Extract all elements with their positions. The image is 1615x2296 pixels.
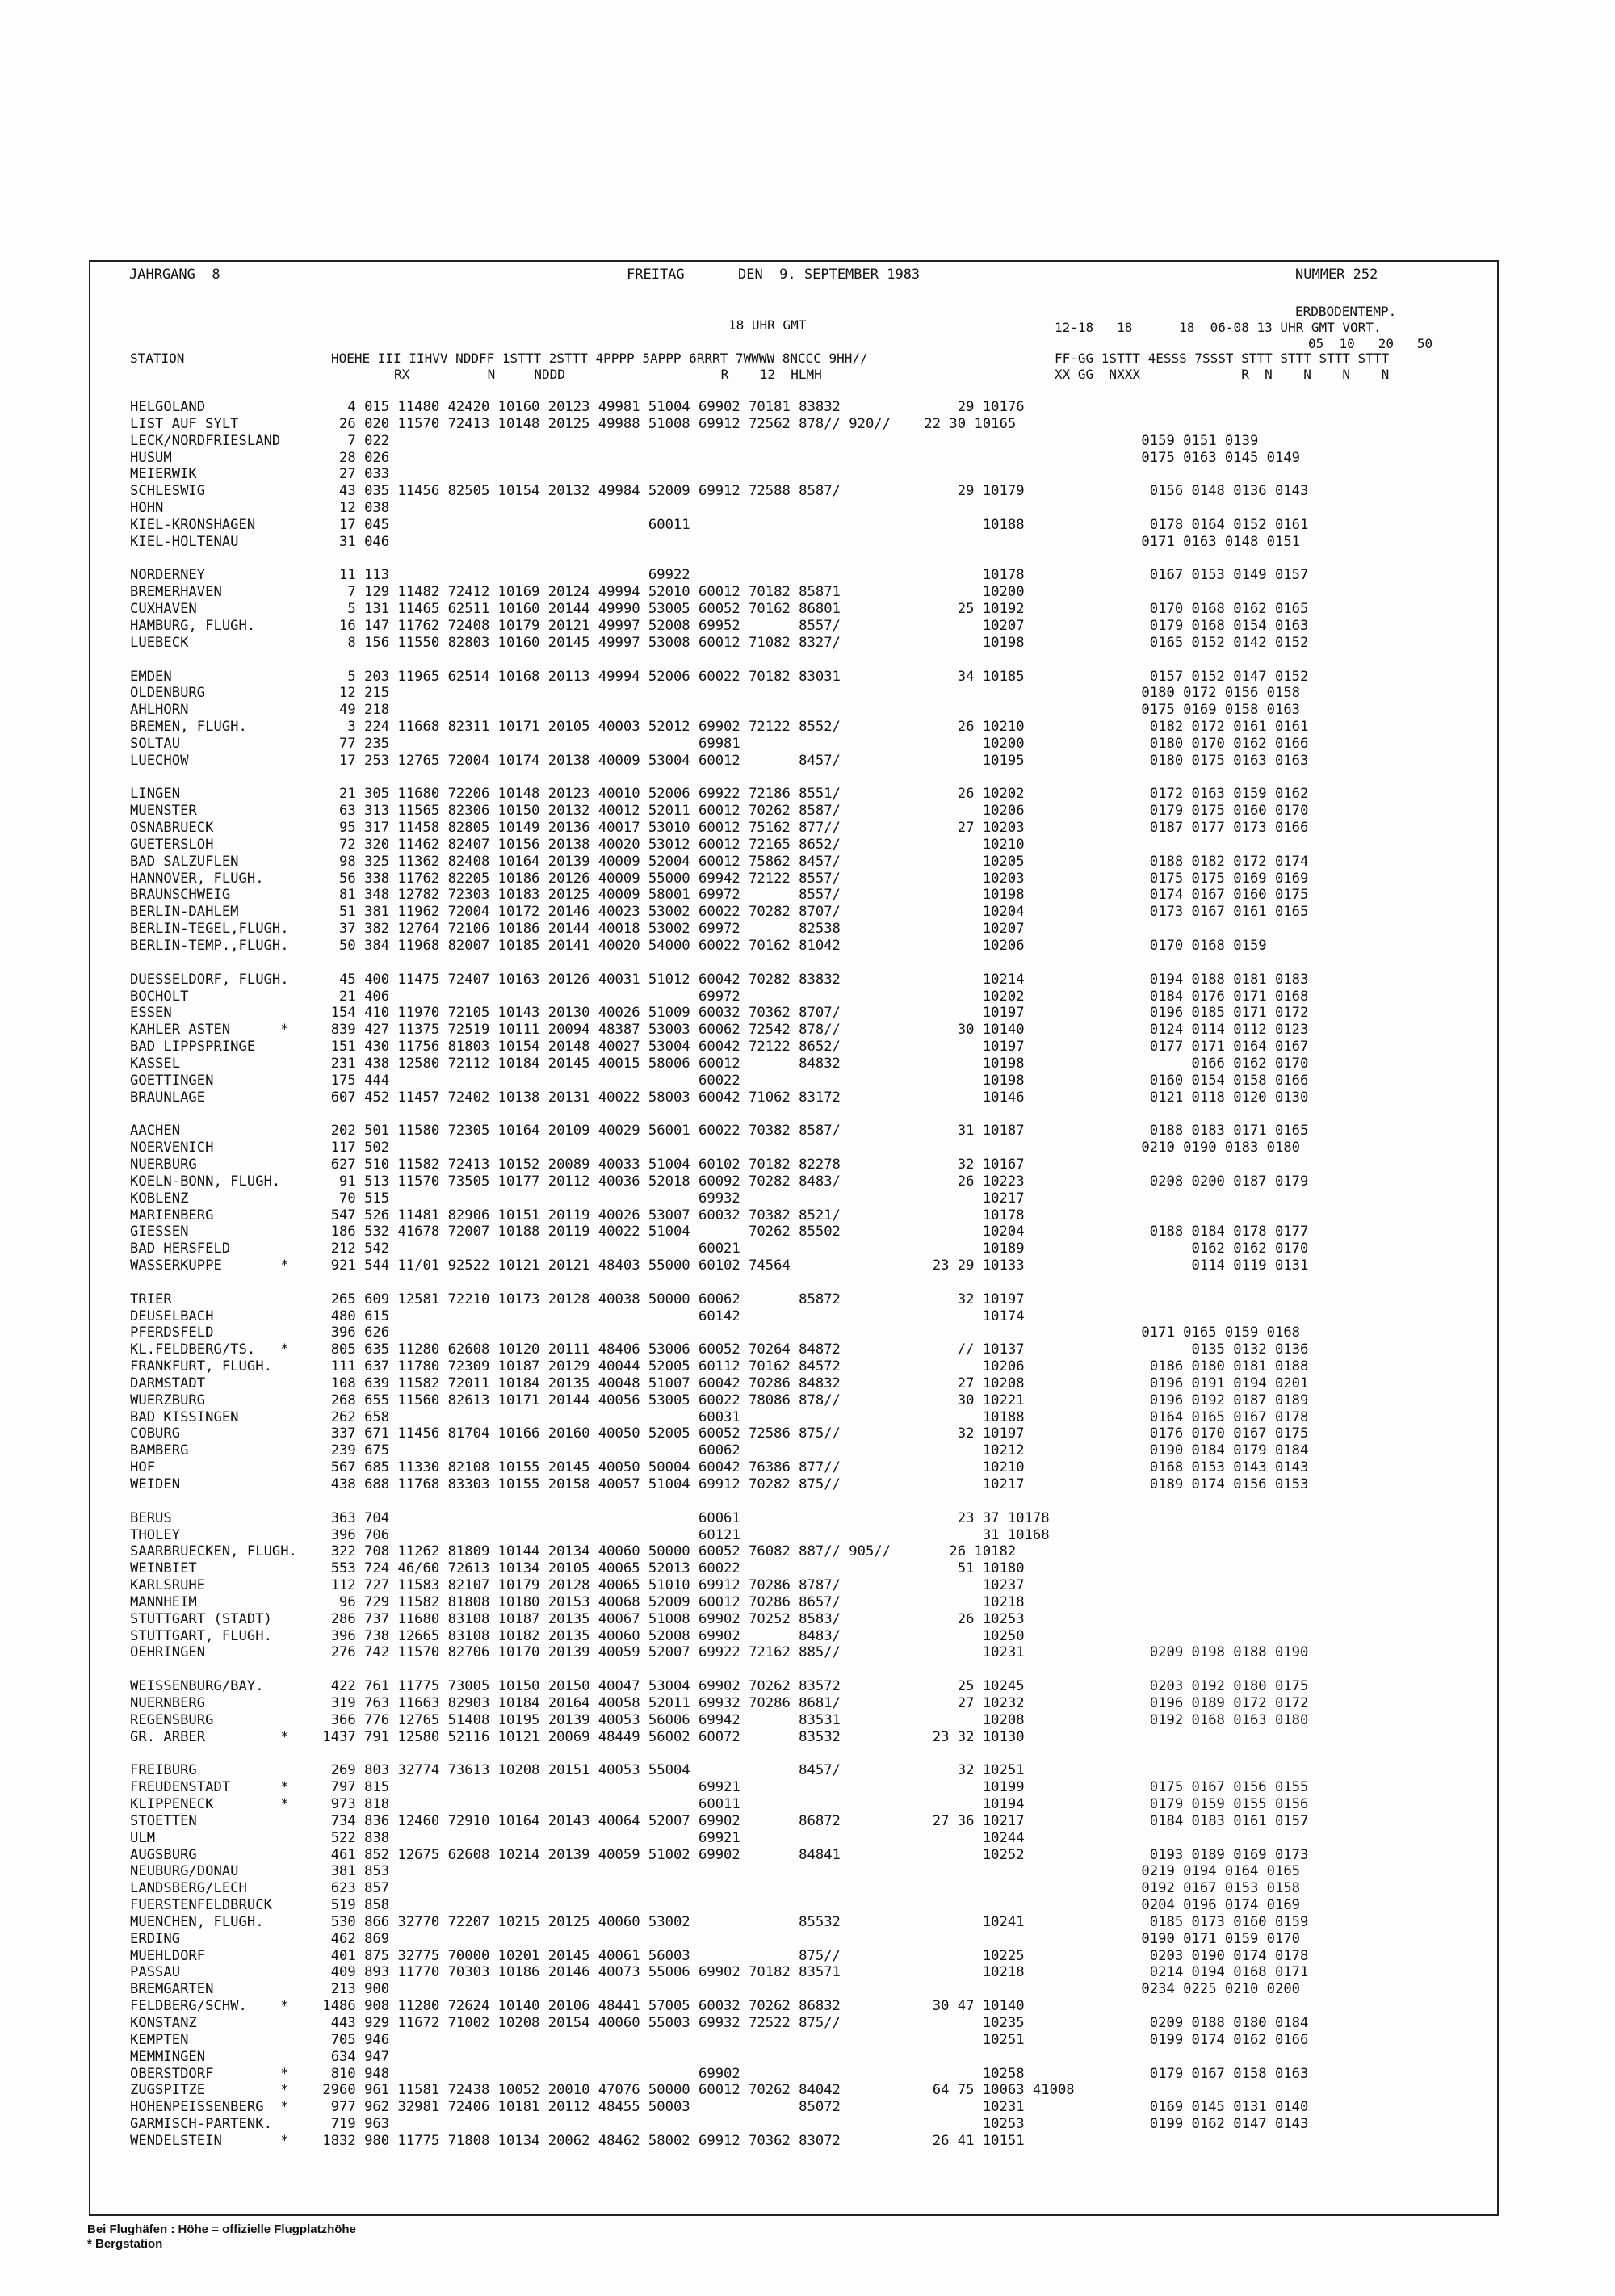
station-name: BAD HERSFELD bbox=[130, 1240, 231, 1257]
station-name: KIEL-KRONSHAGEN bbox=[130, 516, 256, 533]
station-name: FELDBERG/SCHW. * bbox=[130, 1998, 289, 2015]
station-observation-row: 108 639 11582 72011 10184 20135 40048 51007 60042 70286 84832 27 10208 0196 0191 0194 0201 bbox=[314, 1375, 1309, 1391]
station-name: LANDSBERG/LECH bbox=[130, 1880, 247, 1897]
station-observation-row: 363 704 60061 23 37 10178 bbox=[314, 1509, 1050, 1526]
station-observation-row: 262 658 60031 10188 0164 0165 0167 0178 bbox=[314, 1408, 1309, 1425]
station-name: BERLIN-DAHLEM bbox=[130, 904, 239, 921]
station-name: MANNHEIM bbox=[130, 1593, 197, 1610]
station-name: FREIBURG bbox=[130, 1762, 197, 1779]
station-name: ZUGSPITZE * bbox=[130, 2082, 289, 2099]
station-observation-row: 98 325 11362 82408 10164 20139 40009 52004 60012 75862 8457/ 10205 0188 0182 0172 0174 bbox=[314, 853, 1309, 870]
station-name: COBURG bbox=[130, 1425, 181, 1442]
station-observation-row: 921 544 11/01 92522 10121 20121 48403 55000 60102 74564 23 29 10133 0114 0119 0131 bbox=[314, 1257, 1309, 1274]
station-name: BAD SALZUFLEN bbox=[130, 853, 239, 870]
gmt-18-header: 18 UHR GMT bbox=[728, 317, 807, 333]
station-name: HELGOLAND bbox=[130, 399, 206, 415]
station-name: REGENSBURG bbox=[130, 1711, 214, 1728]
station-name: MUEHLDORF bbox=[130, 1947, 206, 1964]
station-name: OSNABRUECK bbox=[130, 820, 214, 837]
station-name: PASSAU bbox=[130, 1964, 181, 1981]
station-observation-row: 239 675 60062 10212 0190 0184 0179 0184 bbox=[314, 1442, 1309, 1459]
station-observation-row: 409 893 11770 70303 10186 20146 40073 55006 69902 70182 83571 10218 0214 0194 0168 0171 bbox=[314, 1964, 1309, 1981]
station-name: GIESSEN bbox=[130, 1224, 189, 1240]
station-observation-row: 319 763 11663 82903 10184 20164 40058 52011 69932 70286 8681/ 27 10232 0196 0189 0172 0172 bbox=[314, 1694, 1309, 1711]
station-observation-row: 21 406 69972 10202 0184 0176 0171 0168 bbox=[314, 988, 1309, 1005]
station-name: SCHLESWIG bbox=[130, 483, 206, 500]
station-name: BAD KISSINGEN bbox=[130, 1408, 239, 1425]
station-name: BREMERHAVEN bbox=[130, 584, 222, 601]
station-name: WEISSENBURG/BAY. bbox=[130, 1678, 264, 1695]
station-observation-row: 530 866 32770 72207 10215 20125 40060 53002 85532 10241 0185 0173 0160 0159 bbox=[314, 1913, 1309, 1930]
station-observation-row: 5 203 11965 62514 10168 20113 49994 52006 60022 70182 83031 34 10185 0157 0152 0147 0152 bbox=[314, 668, 1309, 685]
station-name: BRAUNSCHWEIG bbox=[130, 887, 231, 904]
station-observation-row: 719 963 10253 0199 0162 0147 0143 bbox=[314, 2116, 1309, 2133]
station-observation-row: 45 400 11475 72407 10163 20126 40031 51012 60042 70282 83832 10214 0194 0188 0181 0183 bbox=[314, 971, 1309, 988]
station-name: WEIDEN bbox=[130, 1476, 181, 1492]
station-observation-row: 49 218 0175 0169 0158 0163 bbox=[314, 702, 1301, 719]
station-observation-row: 117 502 0210 0190 0183 0180 bbox=[314, 1140, 1301, 1156]
erdboden-header: ERDBODENTEMP. bbox=[1295, 304, 1397, 319]
station-observation-row: 461 852 12675 62608 10214 20139 40059 51002 69902 84841 10252 0193 0189 0169 0173 bbox=[314, 1846, 1309, 1863]
station-name: KIEL-HOLTENAU bbox=[130, 533, 239, 550]
station-observation-row: 21 305 11680 72206 10148 20123 40010 52006 69922 72186 8551/ 26 10202 0172 0163 0159 0162 bbox=[314, 786, 1309, 803]
station-name: PFERDSFELD bbox=[130, 1324, 214, 1341]
station-name: AACHEN bbox=[130, 1123, 181, 1140]
footnote-mountain-station: * Bergstation bbox=[87, 2237, 163, 2251]
station-observation-row: 480 615 60142 10174 bbox=[314, 1308, 1025, 1324]
station-name: KOELN-BONN, FLUGH. bbox=[130, 1173, 281, 1190]
station-observation-row: 154 410 11970 72105 10143 20130 40026 51009 60032 70362 8707/ 10197 0196 0185 0171 0172 bbox=[314, 1005, 1309, 1022]
station-name: AHLHORN bbox=[130, 702, 189, 719]
station-name: KONSTANZ bbox=[130, 2015, 197, 2031]
station-observation-row: 27 033 bbox=[314, 466, 390, 483]
station-observation-row: 17 253 12765 72004 10174 20138 40009 53004 60012 8457/ 10195 0180 0175 0163 0163 bbox=[314, 752, 1309, 769]
station-observation-row: 7 022 0159 0151 0139 bbox=[314, 432, 1259, 449]
station-observation-row: 322 708 11262 81809 10144 20134 40060 50000 60052 76082 887// 905// 26 10182 bbox=[314, 1543, 1017, 1560]
station-name: NOERVENICH bbox=[130, 1140, 214, 1156]
station-observation-row: 381 853 0219 0194 0164 0165 bbox=[314, 1863, 1301, 1880]
station-observation-row: 462 869 0190 0171 0159 0170 bbox=[314, 1930, 1301, 1947]
station-observation-row: 839 427 11375 72519 10111 20094 48387 53003 60062 72542 878// 30 10140 0124 0114 0112 0123 bbox=[314, 1022, 1309, 1039]
station-name: KEMPTEN bbox=[130, 2031, 189, 2048]
footnote-airports: Bei Flughäfen : Höhe = offizielle Flugplatzhöhe bbox=[87, 2223, 356, 2236]
station-observation-row: 1437 791 12580 52116 10121 20069 48449 56002 60072 83532 23 32 10130 bbox=[314, 1728, 1025, 1745]
station-observation-row: 401 875 32775 70000 10201 20145 40061 56003 875// 10225 0203 0190 0174 0178 bbox=[314, 1947, 1309, 1964]
station-name: NORDERNEY bbox=[130, 567, 206, 584]
station-name: MUENCHEN, FLUGH. bbox=[130, 1913, 264, 1930]
station-observation-row: 2960 961 11581 72438 10052 20010 47076 50000 60012 70262 84042 64 75 10063 41008 bbox=[314, 2082, 1075, 2099]
station-name: NEUBURG/DONAU bbox=[130, 1863, 239, 1880]
station-name: LECK/NORDFRIESLAND bbox=[130, 432, 281, 449]
station-observation-row: 213 900 0234 0225 0210 0200 bbox=[314, 1981, 1301, 1998]
station-name: KASSEL bbox=[130, 1055, 181, 1072]
station-name: BREMGARTEN bbox=[130, 1981, 214, 1998]
station-name: OLDENBURG bbox=[130, 685, 206, 702]
station-name: SAARBRUECKEN, FLUGH. bbox=[130, 1543, 297, 1560]
station-name: NUERBURG bbox=[130, 1156, 197, 1173]
station-observation-row: 396 626 0171 0165 0159 0168 bbox=[314, 1324, 1301, 1341]
station-name: OBERSTDORF * bbox=[130, 2065, 289, 2082]
right-code-subheader: XX GG NXXX R N N N N bbox=[1055, 367, 1390, 382]
station-observation-row: 5 131 11465 62511 10160 20144 49990 53005 60052 70162 86801 25 10192 0170 0168 0162 0165 bbox=[314, 601, 1309, 618]
station-name: BAMBERG bbox=[130, 1442, 189, 1459]
station-observation-row: 37 382 12764 72106 10186 20144 40018 53002 69972 82538 10207 bbox=[314, 921, 1025, 938]
station-header: STATION bbox=[130, 350, 185, 366]
station-name: CUXHAVEN bbox=[130, 601, 197, 618]
station-observation-row: 337 671 11456 81704 10166 20160 40050 52005 60052 72586 875// 32 10197 0176 0170 0167 0175 bbox=[314, 1425, 1309, 1442]
station-observation-row: 547 526 11481 82906 10151 20119 40026 53007 60032 70382 8521/ 10178 bbox=[314, 1207, 1025, 1224]
station-observation-row: 4 015 11480 42420 10160 20123 49981 51004 69902 70181 83832 29 10176 bbox=[314, 399, 1025, 415]
station-observation-row: 202 501 11580 72305 10164 20109 40029 56001 60022 70382 8587/ 31 10187 0188 0183 0171 0165 bbox=[314, 1123, 1309, 1140]
station-observation-row: 186 532 41678 72007 10188 20119 40022 51004 70262 85502 10204 0188 0184 0178 0177 bbox=[314, 1224, 1309, 1240]
main-code-header: HOEHE III IIHVV NDDFF 1STTT 2STTT 4PPPP 5APPP 6RRRT 7WWWW 8NCCC 9HH// bbox=[331, 350, 868, 366]
station-column bbox=[130, 399, 297, 2150]
station-name: KLIPPENECK * bbox=[130, 1796, 289, 1813]
station-name: WEINBIET bbox=[130, 1560, 197, 1577]
station-observation-row: 977 962 32981 72406 10181 20112 48455 50003 85072 10231 0169 0145 0131 0140 bbox=[314, 2099, 1309, 2116]
station-name: LUECHOW bbox=[130, 752, 189, 769]
station-observation-row: 63 313 11565 82306 10150 20132 40012 52011 60012 70262 8587/ 10206 0179 0175 0160 0170 bbox=[314, 803, 1309, 820]
station-name: STUTTGART, FLUGH. bbox=[130, 1627, 272, 1644]
station-observation-row: 112 727 11583 82107 10179 20128 40065 51010 69912 70286 8787/ 10237 bbox=[314, 1577, 1025, 1594]
station-name: THOLEY bbox=[130, 1526, 181, 1543]
station-observation-row: 212 542 60021 10189 0162 0162 0170 bbox=[314, 1240, 1309, 1257]
station-name: ULM bbox=[130, 1829, 156, 1846]
station-name: HANNOVER, FLUGH. bbox=[130, 870, 264, 887]
main-code-subheader: RX N NDDD R 12 HLMH bbox=[394, 367, 822, 382]
station-observation-row: 31 046 0171 0163 0148 0151 bbox=[314, 533, 1301, 550]
station-name: LUEBECK bbox=[130, 634, 189, 651]
station-observation-row: 50 384 11968 82007 10185 20141 40020 54000 60022 70162 81042 10206 0170 0168 0159 bbox=[314, 938, 1267, 954]
station-observation-row: 7 129 11482 72412 10169 20124 49994 52010 60012 70182 85871 10200 bbox=[314, 584, 1025, 601]
station-name: KAHLER ASTEN * bbox=[130, 1022, 289, 1039]
station-observation-row: 627 510 11582 72413 10152 20089 40033 51004 60102 70182 82278 32 10167 bbox=[314, 1156, 1025, 1173]
station-name: ERDING bbox=[130, 1930, 181, 1947]
station-observation-row: 443 929 11672 71002 10208 20154 40060 55003 69932 72522 875// 10235 0209 0188 0180 0184 bbox=[314, 2015, 1309, 2031]
station-observation-row: 70 515 69932 10217 bbox=[314, 1190, 1025, 1207]
station-name: BRAUNLAGE bbox=[130, 1089, 206, 1106]
station-name: STUTTGART (STADT) bbox=[130, 1610, 272, 1627]
station-observation-row: 286 737 11680 83108 10187 20135 40067 51008 69902 70252 8583/ 26 10253 bbox=[314, 1610, 1025, 1627]
station-name: BOCHOLT bbox=[130, 988, 189, 1005]
station-observation-row: 16 147 11762 72408 10179 20121 49997 52008 69952 8557/ 10207 0179 0168 0154 0163 bbox=[314, 617, 1309, 634]
station-name: FREUDENSTADT * bbox=[130, 1779, 289, 1796]
station-name: DUESSELDORF, FLUGH. bbox=[130, 971, 289, 988]
station-observation-row: 43 035 11456 82505 10154 20132 49984 52009 69912 72588 8587/ 29 10179 0156 0148 0136 0143 bbox=[314, 483, 1309, 500]
station-name: BERUS bbox=[130, 1509, 172, 1526]
station-name: KL.FELDBERG/TS. * bbox=[130, 1341, 289, 1358]
issue-number: NUMMER 252 bbox=[1295, 267, 1378, 283]
station-observation-row: 973 818 60011 10194 0179 0159 0155 0156 bbox=[314, 1796, 1309, 1813]
station-observation-row: 3 224 11668 82311 10171 20105 40003 52012 69902 72122 8552/ 26 10210 0182 0172 0161 0161 bbox=[314, 719, 1309, 736]
observation-values bbox=[314, 399, 1308, 2150]
station-name: FUERSTENFELDBRUCK bbox=[130, 1897, 272, 1914]
station-observation-row: 175 444 60022 10198 0160 0154 0158 0166 bbox=[314, 1072, 1309, 1089]
station-name: GUETERSLOH bbox=[130, 836, 214, 853]
station-observation-row: 151 430 11756 81803 10154 20148 40027 53004 60042 72122 8652/ 10197 0177 0171 0164 0167 bbox=[314, 1039, 1309, 1056]
station-observation-row: 96 729 11582 81808 10180 20153 40068 52009 60012 70286 8657/ 10218 bbox=[314, 1593, 1025, 1610]
station-name: MEIERWIK bbox=[130, 466, 197, 483]
station-observation-row: 805 635 11280 62608 10120 20111 48406 53006 60052 70264 84872 // 10137 0135 0132 0136 bbox=[314, 1341, 1309, 1358]
station-observation-row: 265 609 12581 72210 10173 20128 40038 50000 60062 85872 32 10197 bbox=[314, 1291, 1025, 1308]
station-observation-row: 51 381 11962 72004 10172 20146 40023 53002 60022 70282 8707/ 10204 0173 0167 0161 0165 bbox=[314, 904, 1309, 921]
station-name: GARMISCH-PARTENK. bbox=[130, 2116, 272, 2133]
station-observation-row: 366 776 12765 51408 10195 20139 40053 56006 69942 83531 10208 0192 0168 0163 0180 bbox=[314, 1711, 1309, 1728]
station-observation-row: 623 857 0192 0167 0153 0158 bbox=[314, 1880, 1301, 1897]
station-name: HAMBURG, FLUGH. bbox=[130, 617, 256, 634]
station-name: KOBLENZ bbox=[130, 1190, 189, 1207]
station-name: HOHN bbox=[130, 500, 164, 517]
station-name: MARIENBERG bbox=[130, 1207, 214, 1224]
station-observation-row: 11 113 69922 10178 0167 0153 0149 0157 bbox=[314, 567, 1309, 584]
station-name: GOETTINGEN bbox=[130, 1072, 214, 1089]
station-name: LIST AUF SYLT bbox=[130, 415, 239, 432]
station-name: MEMMINGEN bbox=[130, 2048, 206, 2065]
right-code-header: FF-GG 1STTT 4ESSS 7SSST STTT STTT STTT STTT bbox=[1055, 350, 1390, 366]
station-name: TRIER bbox=[130, 1291, 172, 1308]
station-observation-row: 17 045 60011 10188 0178 0164 0152 0161 bbox=[314, 516, 1309, 533]
station-observation-row: 422 761 11775 73005 10150 20150 40047 53004 69902 70262 83572 25 10245 0203 0192 0180 0175 bbox=[314, 1678, 1309, 1695]
station-name: BERLIN-TEMP.,FLUGH. bbox=[130, 938, 289, 954]
station-observation-row: 522 838 69921 10244 bbox=[314, 1829, 1025, 1846]
station-observation-row: 8 156 11550 82803 10160 20145 49997 53008 60012 71082 8327/ 10198 0165 0152 0142 0152 bbox=[314, 634, 1309, 651]
station-observation-row: 268 655 11560 82613 10171 20144 40056 53005 60022 78086 878// 30 10221 0196 0192 0187 0189 bbox=[314, 1391, 1309, 1408]
station-name: OEHRINGEN bbox=[130, 1644, 206, 1661]
station-observation-row: 734 836 12460 72910 10164 20143 40064 52007 69902 86872 27 36 10217 0184 0183 0161 0157 bbox=[314, 1812, 1309, 1829]
station-observation-row: 438 688 11768 83303 10155 20158 40057 51004 69912 70282 875// 10217 0189 0174 0156 0153 bbox=[314, 1476, 1309, 1492]
station-name: WENDELSTEIN * bbox=[130, 2132, 289, 2149]
station-observation-row: 91 513 11570 73505 10177 20112 40036 52018 60092 70282 8483/ 26 10223 0208 0200 0187 0179 bbox=[314, 1173, 1309, 1190]
station-name: MUENSTER bbox=[130, 803, 197, 820]
station-observation-row: 553 724 46/60 72613 10134 20105 40065 52013 60022 51 10180 bbox=[314, 1560, 1025, 1577]
station-observation-row: 810 948 69902 10258 0179 0167 0158 0163 bbox=[314, 2065, 1309, 2082]
jahrgang-label: JAHRGANG 8 bbox=[129, 267, 220, 283]
station-observation-row: 607 452 11457 72402 10138 20131 40022 58003 60042 71062 83172 10146 0121 0118 0120 0130 bbox=[314, 1089, 1309, 1106]
station-observation-row: 56 338 11762 82205 10186 20126 40009 55000 69942 72122 8557/ 10203 0175 0175 0169 0169 bbox=[314, 870, 1309, 887]
station-name: BREMEN, FLUGH. bbox=[130, 719, 247, 736]
station-observation-row: 396 738 12665 83108 10182 20135 40060 52008 69902 8483/ 10250 bbox=[314, 1627, 1025, 1644]
station-name: DARMSTADT bbox=[130, 1375, 206, 1391]
depth-header-row: 05 10 20 50 bbox=[1308, 336, 1433, 351]
station-name: SOLTAU bbox=[130, 735, 181, 752]
station-observation-row: 634 947 bbox=[314, 2048, 390, 2065]
station-observation-row: 567 685 11330 82108 10155 20145 40050 50004 60042 76386 877// 10210 0168 0153 0143 0143 bbox=[314, 1459, 1309, 1476]
station-name: GR. ARBER * bbox=[130, 1728, 289, 1745]
station-observation-row: 28 026 0175 0163 0145 0149 bbox=[314, 449, 1301, 466]
station-observation-row: 519 858 0204 0196 0174 0169 bbox=[314, 1897, 1301, 1914]
station-name: KARLSRUHE bbox=[130, 1577, 206, 1594]
time-header-row: 12-18 18 18 06-08 13 UHR GMT VORT. bbox=[1055, 320, 1382, 335]
station-name: WASSERKUPPE * bbox=[130, 1257, 289, 1274]
station-name: BAD LIPPSPRINGE bbox=[130, 1039, 256, 1056]
station-observation-row: 705 946 10251 0199 0174 0162 0166 bbox=[314, 2031, 1309, 2048]
station-name: STOETTEN bbox=[130, 1812, 197, 1829]
station-observation-row: 81 348 12782 72303 10183 20125 40009 58001 69972 8557/ 10198 0174 0167 0160 0175 bbox=[314, 887, 1309, 904]
station-name: NUERNBERG bbox=[130, 1694, 206, 1711]
station-name: ESSEN bbox=[130, 1005, 172, 1022]
station-name: DEUSELBACH bbox=[130, 1308, 214, 1324]
weekday-label: FREITAG bbox=[627, 267, 685, 283]
station-observation-row: 77 235 69981 10200 0180 0170 0162 0166 bbox=[314, 735, 1309, 752]
station-name: HOF bbox=[130, 1459, 156, 1476]
station-observation-row: 72 320 11462 82407 10156 20138 40020 53012 60012 72165 8652/ 10210 bbox=[314, 836, 1025, 853]
station-name: LINGEN bbox=[130, 786, 181, 803]
station-observation-row: 12 215 0180 0172 0156 0158 bbox=[314, 685, 1301, 702]
station-name: HUSUM bbox=[130, 449, 172, 466]
station-observation-row: 1832 980 11775 71808 10134 20062 48462 58002 69912 70362 83072 26 41 10151 bbox=[314, 2132, 1025, 2149]
station-observation-row: 111 637 11780 72309 10187 20129 40044 52005 60112 70162 84572 10206 0186 0180 0181 0188 bbox=[314, 1358, 1309, 1375]
station-observation-row: 12 038 bbox=[314, 500, 390, 517]
station-observation-row: 276 742 11570 82706 10170 20139 40059 52007 69922 72162 885// 10231 0209 0198 0188 0190 bbox=[314, 1644, 1309, 1661]
station-observation-row: 26 020 11570 72413 10148 20125 49988 51008 69912 72562 878// 920// 22 30 10165 bbox=[314, 415, 1017, 432]
station-name: HOHENPEISSENBERG * bbox=[130, 2099, 289, 2116]
date-label: DEN 9. SEPTEMBER 1983 bbox=[738, 267, 921, 283]
station-observation-row: 396 706 60121 31 10168 bbox=[314, 1526, 1050, 1543]
station-name: EMDEN bbox=[130, 668, 172, 685]
station-observation-row: 1486 908 11280 72624 10140 20106 48441 57005 60032 70262 86832 30 47 10140 bbox=[314, 1998, 1025, 2015]
station-name: BERLIN-TEGEL,FLUGH. bbox=[130, 921, 289, 938]
station-name: WUERZBURG bbox=[130, 1391, 206, 1408]
station-name: FRANKFURT, FLUGH. bbox=[130, 1358, 272, 1375]
station-observation-row: 231 438 12580 72112 10184 20145 40015 58006 60012 84832 10198 0166 0162 0170 bbox=[314, 1055, 1309, 1072]
station-observation-row: 797 815 69921 10199 0175 0167 0156 0155 bbox=[314, 1779, 1309, 1796]
station-observation-row: 95 317 11458 82805 10149 20136 40017 53010 60012 75162 877// 27 10203 0187 0177 0173 0166 bbox=[314, 820, 1309, 837]
station-name: AUGSBURG bbox=[130, 1846, 197, 1863]
station-observation-row: 269 803 32774 73613 10208 20151 40053 55004 8457/ 32 10251 bbox=[314, 1762, 1025, 1779]
